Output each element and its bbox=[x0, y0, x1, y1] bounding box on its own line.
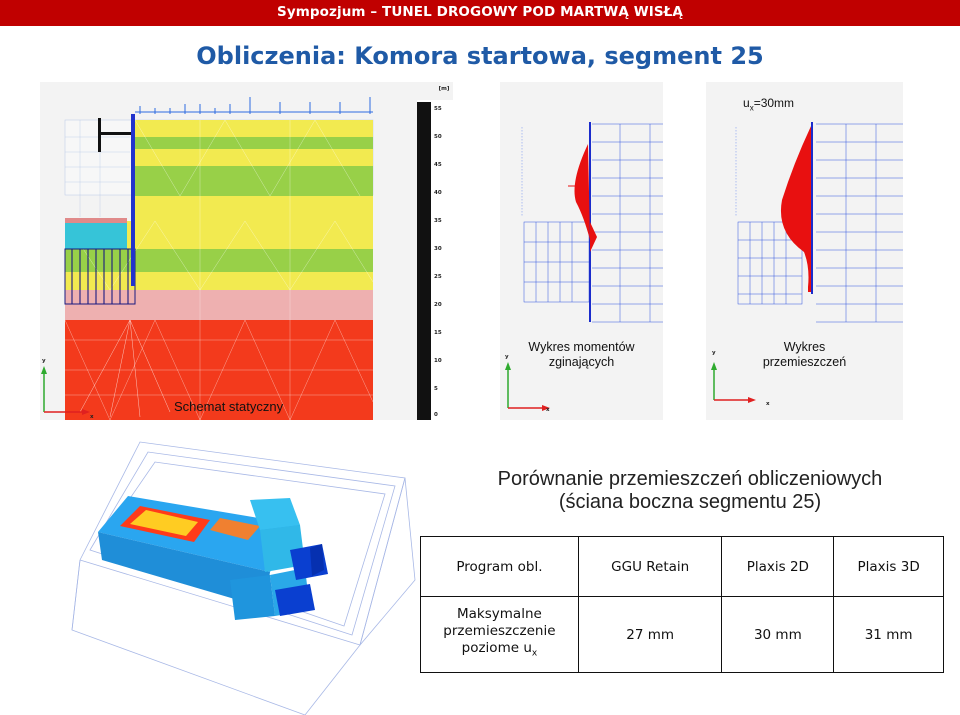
ux-value: =30mm bbox=[753, 96, 795, 110]
scale-unit: [m] bbox=[438, 86, 450, 92]
axis-y-label: y bbox=[42, 358, 46, 364]
axis-y-label: y bbox=[712, 350, 716, 356]
model-3d-figure bbox=[60, 430, 425, 715]
axis-y-label: y bbox=[505, 354, 509, 360]
moments-panel bbox=[500, 82, 663, 420]
row-label-line1: Maksymalne bbox=[457, 606, 542, 623]
axis-x-label: x bbox=[546, 407, 550, 413]
row-label-line2: przemieszczenie bbox=[443, 623, 556, 640]
scale-tick: 55 bbox=[434, 106, 442, 112]
scale-tick: 0 bbox=[434, 412, 438, 418]
table-header-row bbox=[421, 537, 944, 597]
scale-tick: 45 bbox=[434, 162, 442, 168]
static-scheme-label: Schemat statyczny bbox=[174, 399, 284, 414]
scale-tick: 35 bbox=[434, 218, 442, 224]
moments-label-line2: zginających bbox=[548, 355, 615, 369]
axis-x-label: x bbox=[90, 414, 94, 420]
comparison-title-line1: Porównanie przemieszczeń obliczeniowych bbox=[497, 468, 883, 490]
table-header-cell: Program obl. bbox=[421, 537, 579, 597]
table-row bbox=[421, 597, 944, 673]
table-cell-value: 31 mm bbox=[834, 597, 944, 673]
header-banner bbox=[0, 0, 960, 26]
displacement-label-line1: Wykres bbox=[783, 340, 826, 354]
slide-title: Obliczenia: Komora startowa, segment 25 bbox=[196, 42, 764, 70]
scale-tick: 40 bbox=[434, 190, 442, 196]
scale-tick: 15 bbox=[434, 330, 442, 336]
table-cell-value: 30 mm bbox=[722, 597, 834, 673]
row-label-sub: x bbox=[531, 648, 538, 659]
moments-label bbox=[500, 340, 663, 370]
table-header-cell: GGU Retain bbox=[578, 537, 722, 597]
moments-label-line1: Wykres momentów bbox=[528, 340, 635, 354]
row-label-line3-wrap bbox=[421, 640, 578, 663]
table-header-cell: Plaxis 2D bbox=[722, 537, 834, 597]
displacement-label-line2: przemieszczeń bbox=[762, 355, 847, 369]
model-3d-render bbox=[60, 430, 425, 715]
ux-annotation bbox=[743, 96, 794, 112]
displacement-panel bbox=[706, 82, 903, 420]
row-label-cell bbox=[421, 597, 579, 673]
scale-tick: 20 bbox=[434, 302, 442, 308]
ux-subscript: x bbox=[749, 103, 754, 113]
scale-tick: 5 bbox=[434, 386, 438, 392]
displacement-label bbox=[706, 340, 903, 370]
static-scheme-figure bbox=[40, 82, 453, 420]
scale-tick: 30 bbox=[434, 246, 442, 252]
scale-tick: 25 bbox=[434, 274, 442, 280]
comparison-title bbox=[420, 468, 960, 514]
scale-tick: 10 bbox=[434, 358, 442, 364]
static-scheme-panel bbox=[40, 82, 453, 420]
ux-symbol: u bbox=[743, 96, 750, 110]
table-cell-value: 27 mm bbox=[578, 597, 722, 673]
table-header-cell: Plaxis 3D bbox=[834, 537, 944, 597]
row-label-line3: poziome u bbox=[461, 640, 532, 657]
banner-text: Sympozjum – TUNEL DROGOWY POD MARTWĄ WISŁĄ bbox=[277, 4, 683, 20]
comparison-title-line2: (ściana boczna segmentu 25) bbox=[558, 491, 822, 513]
comparison-table bbox=[420, 536, 944, 673]
scale-tick: 50 bbox=[434, 134, 442, 140]
axis-x-label: x bbox=[766, 401, 770, 407]
